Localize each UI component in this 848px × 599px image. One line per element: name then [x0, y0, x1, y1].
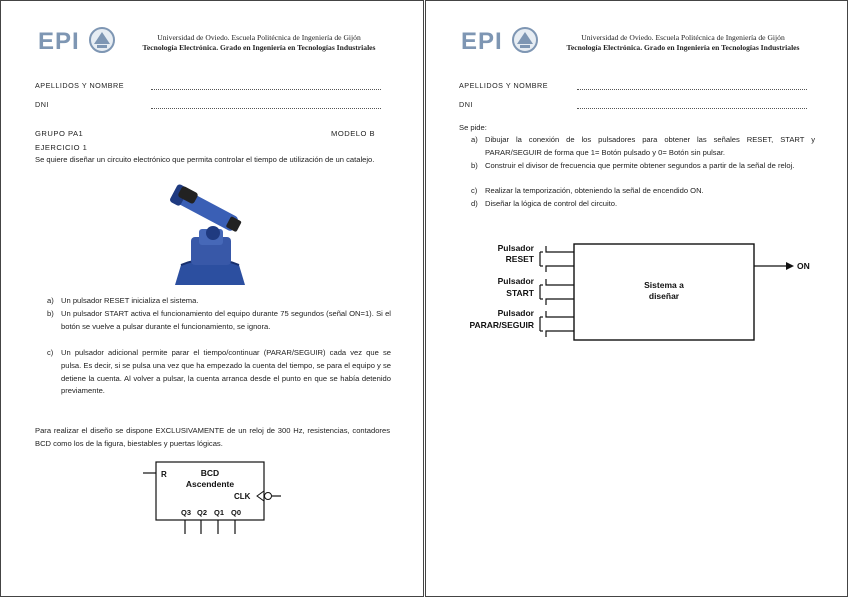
list-marker: b) [471, 161, 478, 170]
svg-text:Pulsador: Pulsador [497, 243, 534, 253]
telescope-image [169, 181, 251, 285]
pushbutton-start [498, 276, 574, 305]
epi-logo [37, 25, 119, 55]
name-label: APELLIDOS Y NOMBRE [35, 81, 125, 90]
svg-text:EPI: EPI [38, 28, 80, 55]
svg-text:RESET: RESET [505, 254, 534, 264]
university-name: Universidad de Oviedo. Escuela Politécnica de Ingeniería de Gijón [157, 33, 361, 42]
name-field[interactable] [577, 89, 807, 90]
dni-label: DNI [459, 100, 473, 109]
system-label-1: Sistema a [644, 280, 684, 290]
reset-pin-label: R [161, 470, 167, 479]
q1-pin-label: Q1 [214, 508, 225, 517]
epi-logo [460, 25, 542, 55]
course-name: Tecnología Electrónica. Grado en Ingeniería en Tecnologías Industriales [566, 43, 800, 52]
course-name: Tecnología Electrónica. Grado en Ingeniería en Tecnologías Industriales [142, 43, 376, 52]
clk-pin-label: CLK [234, 492, 251, 501]
list-marker: b) [47, 309, 54, 318]
list-marker: a) [471, 135, 478, 144]
name-label: APELLIDOS Y NOMBRE [459, 81, 549, 90]
list-item-start: Un pulsador START activa el funcionamiento del equipo durante 75 segundos (señal ON=1). Si el botón se vuelve a pulsar durante el funcionamiento, se ignora. [61, 309, 391, 331]
counter-title: BCD [200, 468, 220, 478]
q2-pin-label: Q2 [197, 508, 208, 517]
task-b: Construir el divisor de frecuencia que permite obtener segundos a partir de la señal de reloj. [485, 161, 795, 170]
model-label: MODELO B [331, 129, 376, 138]
university-emblem-icon [513, 28, 537, 52]
dni-label: DNI [35, 100, 49, 109]
output-label: ON [797, 261, 810, 271]
list-marker: c) [47, 348, 54, 357]
task-c: Realizar la temporización, obteniendo la señal de encendido ON. [485, 186, 704, 195]
svg-text:PARAR/SEGUIR: PARAR/SEGUIR [469, 320, 534, 330]
task-a: Dibujar la conexión de los pulsadores para obtener las señales RESET, START y PARAR/SEGUIR de forma que 1= Botón pulsado y 0= Botón sin pulsar. [485, 135, 815, 157]
clock-edge-icon [257, 491, 264, 501]
resources-paragraph: Para realizar el diseño se dispone EXCLUSIVAMENTE de un reloj de 300 Hz, resistencias, contadores BCD como los de la figura, biestables y puertas lógicas. [35, 426, 390, 448]
svg-text:Pulsador: Pulsador [497, 308, 534, 318]
dni-field[interactable] [577, 108, 807, 109]
exercise-intro: Se quiere diseñar un circuito electrónico que permita controlar el tiempo de utilización de un catalejo. [35, 155, 375, 164]
bcd-counter-diagram [141, 459, 291, 539]
university-emblem-icon [90, 28, 114, 52]
list-item-pause: Un pulsador adicional permite parar el tiempo/continuar (PARAR/SEGUIR) cada vez que se pulsa. Es decir, si se pulsa una vez que ha empezado la cuenta del tiempo, se para el equipo y se detiene la cuenta. Al volver a pulsar, la cuenta arranca desde el punto en que se había detenido previamente. [61, 348, 391, 396]
counter-subtitle: Ascendente [185, 479, 235, 489]
svg-text:EPI: EPI [461, 28, 503, 55]
pushbutton-reset [498, 243, 574, 272]
exercise-title: EJERCICIO 1 [35, 143, 88, 152]
group-label: GRUPO PA1 [35, 129, 84, 138]
exam-page-2 [425, 0, 848, 597]
page-header [552, 33, 814, 53]
exam-page-1 [0, 0, 424, 597]
output-arrow-icon [786, 262, 794, 270]
list-item-reset: Un pulsador RESET inicializa el sistema. [61, 296, 199, 305]
dni-field[interactable] [151, 108, 381, 109]
q0-pin-label: Q0 [231, 508, 242, 517]
tasks-heading: Se pide: [459, 123, 487, 132]
system-block-diagram [456, 239, 836, 343]
name-field[interactable] [151, 89, 381, 90]
list-marker: a) [47, 296, 54, 305]
university-name: Universidad de Oviedo. Escuela Politécnica de Ingeniería de Gijón [581, 33, 785, 42]
pushbutton-parar-seguir [469, 308, 574, 337]
system-label-2: diseñar [648, 291, 680, 301]
page-header [129, 33, 389, 53]
svg-text:START: START [506, 288, 534, 298]
svg-text:Pulsador: Pulsador [497, 276, 534, 286]
q3-pin-label: Q3 [181, 508, 192, 517]
list-marker: c) [471, 186, 478, 195]
list-marker: d) [471, 199, 478, 208]
task-d: Diseñar la lógica de control del circuito. [485, 199, 618, 208]
inversion-bubble [265, 493, 272, 500]
